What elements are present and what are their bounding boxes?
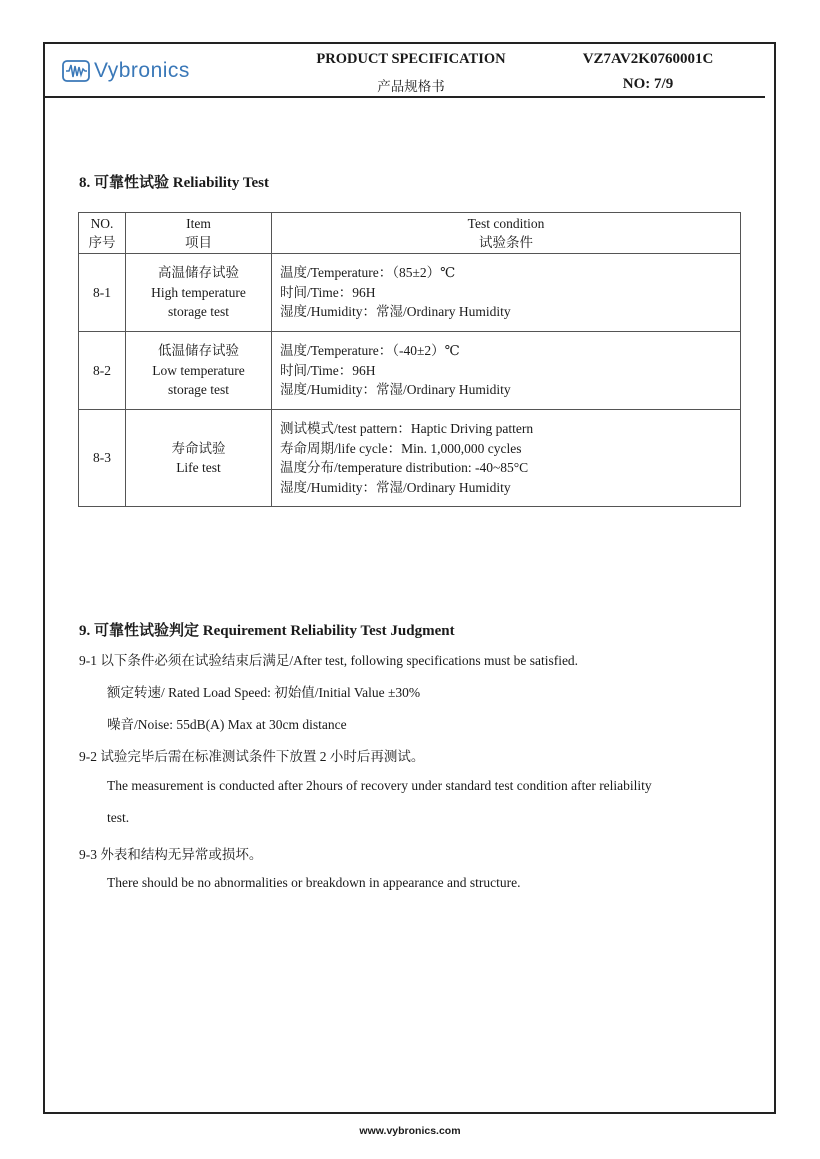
condition-line: 湿度/Humidity：常湿/Ordinary Humidity	[280, 382, 511, 398]
footer-url: www.vybronics.com	[359, 1125, 461, 1137]
condition-line: 湿度/Humidity：常湿/Ordinary Humidity	[280, 304, 511, 320]
reliability-test-table	[78, 212, 741, 507]
condition-line: 时间/Time：96H	[280, 362, 376, 378]
document-code: VZ7AV2K0760001C	[582, 51, 714, 67]
page-frame	[43, 42, 776, 1114]
page-number: NO: 7/9	[622, 76, 674, 92]
row-item	[126, 410, 272, 507]
header-condition-label-cn: 试验条件	[479, 235, 533, 250]
header-title-cn: 产品规格书	[377, 79, 445, 94]
requirement-9-2: 9-2 试验完毕后需在标准测试条件下放置 2 小时后再测试。	[79, 749, 425, 764]
row-condition	[272, 332, 741, 410]
condition-line: 寿命周期/life cycle：Min. 1,000,000 cycles	[280, 440, 522, 456]
table-row	[79, 332, 741, 410]
header-condition	[272, 213, 741, 254]
requirement-9-3: 9-3 外表和结构无异常或损坏。	[79, 847, 263, 862]
row-condition	[272, 254, 741, 332]
header-item-label-cn: 项目	[185, 235, 212, 250]
rated-load-speed: 额定转速/ Rated Load Speed: 初始值/Initial Value ±30%	[107, 685, 421, 700]
item-line: storage test	[167, 304, 230, 320]
header-no-label-cn: 序号	[88, 235, 116, 250]
requirement-9-2-english-cont: test.	[107, 810, 130, 825]
item-line: 高温储存试验	[158, 265, 239, 281]
item-line: storage test	[167, 382, 230, 398]
header-item	[126, 213, 272, 254]
logo-text: Vybronics	[94, 59, 190, 82]
company-logo	[62, 60, 190, 82]
table-header-row	[79, 213, 741, 254]
row-no: 8-2	[79, 332, 126, 410]
row-item	[126, 254, 272, 332]
section-8-title: 8. 可靠性试验 Reliability Test	[79, 175, 270, 191]
header-item-label: Item	[186, 215, 211, 231]
item-line: 低温储存试验	[158, 343, 239, 359]
header-no-label: NO.	[90, 215, 114, 231]
requirement-9-3-english: There should be no abnormalities or breakdown in appearance and structure.	[107, 875, 521, 890]
item-line: 寿命试验	[171, 440, 226, 456]
noise-spec: 噪音/Noise: 55dB(A) Max at 30cm distance	[107, 717, 347, 732]
table-row	[79, 254, 741, 332]
header-divider	[43, 96, 765, 98]
requirement-9-2-english: The measurement is conducted after 2hours of recovery under standard test condition after reliability	[107, 778, 652, 793]
condition-line: 温度/Temperature：（-40±2）℃	[280, 343, 460, 359]
header-condition-label: Test condition	[467, 215, 545, 231]
condition-line: 湿度/Humidity：常湿/Ordinary Humidity	[280, 479, 511, 495]
row-condition	[272, 410, 741, 507]
requirement-9-1: 9-1 以下条件必须在试验结束后满足/After test, following specifications must be satisfied.	[79, 653, 579, 668]
condition-line: 测试模式/test pattern：Haptic Driving pattern	[280, 421, 534, 436]
row-item	[126, 332, 272, 410]
header-title: PRODUCT SPECIFICATION	[316, 51, 506, 67]
condition-line: 温度分布/temperature distribution: -40~85°C	[280, 460, 529, 475]
row-no: 8-3	[79, 410, 126, 507]
condition-line: 时间/Time：96H	[280, 284, 376, 300]
section-9-title: 9. 可靠性试验判定 Requirement Reliability Test Judgment	[79, 623, 455, 639]
waveform-logo-icon	[62, 60, 90, 82]
item-line: Life test	[176, 460, 221, 475]
header-no	[79, 213, 126, 254]
item-line: Low temperature	[152, 362, 245, 378]
item-line: High temperature	[151, 284, 246, 300]
table-row	[79, 410, 741, 507]
row-no: 8-1	[79, 254, 126, 332]
condition-line: 温度/Temperature：（85±2）℃	[280, 265, 456, 281]
